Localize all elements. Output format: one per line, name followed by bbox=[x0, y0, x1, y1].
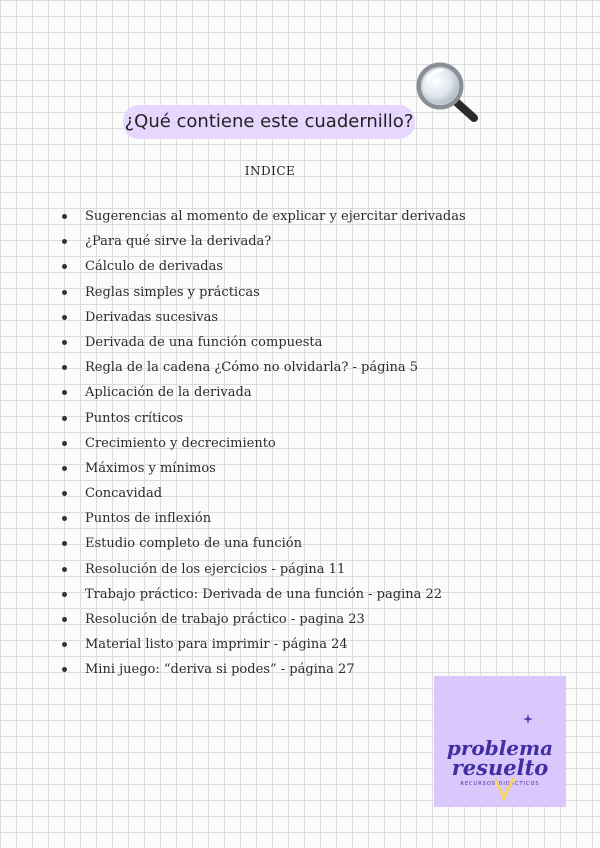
list-item bbox=[60, 308, 466, 333]
list-item-label: Regla de la cadena ¿Cómo no olvidarla? - página 5 bbox=[85, 360, 419, 376]
table-of-contents bbox=[60, 207, 466, 686]
bullet-icon bbox=[62, 340, 67, 345]
bullet-icon bbox=[62, 441, 67, 446]
brand-logo bbox=[434, 676, 566, 807]
list-item-label: Crecimiento y decrecimiento bbox=[85, 435, 276, 451]
sparkle-icon bbox=[523, 714, 533, 724]
bullet-icon bbox=[62, 290, 67, 295]
bullet-icon bbox=[62, 617, 67, 622]
list-item bbox=[60, 585, 466, 610]
list-item-label: Máximos y mínimos bbox=[85, 460, 216, 476]
bullet-icon bbox=[62, 264, 67, 269]
bullet-icon bbox=[62, 592, 67, 597]
list-item bbox=[60, 232, 466, 257]
list-item-label: Material listo para imprimir - página 24 bbox=[85, 637, 348, 653]
checkmark-icon bbox=[494, 777, 516, 801]
list-item bbox=[60, 484, 466, 509]
list-item-label: Aplicación de la derivada bbox=[85, 385, 252, 401]
list-item-label: Resolución de los ejercicios - página 11 bbox=[85, 561, 346, 577]
list-item-label: Reglas simples y prácticas bbox=[85, 284, 260, 300]
list-item bbox=[60, 283, 466, 308]
list-item bbox=[60, 610, 466, 635]
list-item-label: Puntos de inflexión bbox=[85, 511, 212, 527]
bullet-icon bbox=[62, 390, 67, 395]
list-item-label: Concavidad bbox=[85, 486, 163, 502]
list-item-label: Resolución de trabajo práctico - pagina 23 bbox=[85, 612, 365, 627]
list-item-label: Sugerencias al momento de explicar y ejercitar derivadas bbox=[85, 209, 466, 224]
list-item bbox=[60, 635, 466, 660]
list-item bbox=[60, 409, 466, 434]
index-heading: INDICE bbox=[244, 164, 296, 178]
list-item bbox=[60, 459, 466, 484]
list-item-label: Puntos críticos bbox=[85, 410, 184, 426]
list-item bbox=[60, 509, 466, 534]
bullet-icon bbox=[62, 667, 67, 672]
bullet-icon bbox=[62, 365, 67, 370]
bullet-icon bbox=[62, 214, 67, 219]
bullet-icon bbox=[62, 491, 67, 496]
logo-tagline: RECURSOS DIDÁCTICOS bbox=[460, 781, 540, 787]
list-item bbox=[60, 383, 466, 408]
bullet-icon bbox=[62, 642, 67, 647]
list-item bbox=[60, 660, 466, 685]
list-item bbox=[60, 434, 466, 459]
list-item bbox=[60, 534, 466, 559]
bullet-icon bbox=[62, 315, 67, 320]
bullet-icon bbox=[62, 541, 67, 546]
bullet-icon bbox=[62, 567, 67, 572]
list-item-label: Derivadas sucesivas bbox=[85, 309, 219, 325]
list-item-label: Trabajo práctico: Derivada de una función - pagina 22 bbox=[85, 586, 443, 602]
list-item-label: Mini juego: “deriva si podes” - página 27 bbox=[85, 662, 355, 678]
list-item bbox=[60, 560, 466, 585]
bullet-icon bbox=[62, 239, 67, 244]
logo-text-problema: problema bbox=[446, 736, 554, 760]
bullet-icon bbox=[62, 416, 67, 421]
bullet-icon bbox=[62, 516, 67, 521]
list-item-label: Estudio completo de una función bbox=[85, 536, 302, 552]
list-item-label: Derivada de una función compuesta bbox=[85, 334, 323, 350]
list-item-label: Cálculo de derivadas bbox=[85, 259, 223, 275]
bullet-icon bbox=[62, 466, 67, 471]
title-highlight bbox=[123, 105, 415, 139]
logo-text-resuelto: resuelto bbox=[451, 755, 549, 780]
list-item-label: ¿Para qué sirve la derivada? bbox=[85, 234, 272, 250]
list-item bbox=[60, 333, 466, 358]
list-item bbox=[60, 358, 466, 383]
page-title: ¿Qué contiene este cuadernillo? bbox=[124, 111, 414, 132]
list-item bbox=[60, 207, 466, 232]
list-item bbox=[60, 257, 466, 282]
magnifying-glass-icon bbox=[414, 60, 480, 126]
